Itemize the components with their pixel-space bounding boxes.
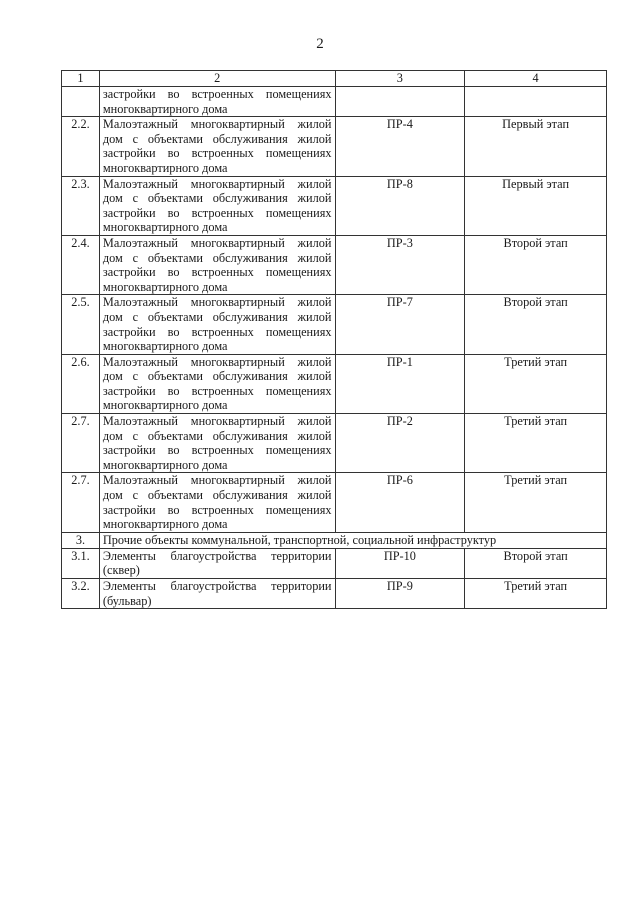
table-row bbox=[62, 473, 607, 532]
table-section-row bbox=[62, 532, 607, 548]
table-row bbox=[62, 579, 607, 609]
row-stage: Второй этап bbox=[465, 548, 607, 578]
row-code: ПР-9 bbox=[335, 579, 465, 609]
row-number: 2.7. bbox=[62, 473, 100, 532]
row-description: Малоэтажный многоквартирный жилой дом с объектами обслуживания жилой застройки во встроенных помещениях многоквартирного дома bbox=[99, 235, 335, 294]
row-description: Малоэтажный многоквартирный жилой дом с объектами обслуживания жилой застройки во встроенных помещениях многоквартирного дома bbox=[99, 473, 335, 532]
row-description: Элементы благоустройства территории (бульвар) bbox=[99, 579, 335, 609]
row-description: Элементы благоустройства территории (сквер) bbox=[99, 548, 335, 578]
row-code bbox=[335, 87, 465, 117]
page-number: 2 bbox=[316, 36, 324, 52]
row-number: 3.1. bbox=[62, 548, 100, 578]
row-stage: Третий этап bbox=[465, 354, 607, 413]
row-code: ПР-2 bbox=[335, 414, 465, 473]
row-description: застройки во встроенных помещениях многоквартирного дома bbox=[99, 87, 335, 117]
row-code: ПР-8 bbox=[335, 176, 465, 235]
row-code: ПР-1 bbox=[335, 354, 465, 413]
row-stage: Второй этап bbox=[465, 235, 607, 294]
row-stage bbox=[465, 87, 607, 117]
row-description: Малоэтажный многоквартирный жилой дом с объектами обслуживания жилой застройки во встроенных помещениях многоквартирного дома bbox=[99, 414, 335, 473]
objects-table bbox=[61, 70, 607, 609]
row-description: Малоэтажный многоквартирный жилой дом с объектами обслуживания жилой застройки во встроенных помещениях многоквартирного дома bbox=[99, 176, 335, 235]
table-row bbox=[62, 176, 607, 235]
section-title: Прочие объекты коммунальной, транспортной, социальной инфраструктур bbox=[99, 532, 606, 548]
row-code: ПР-7 bbox=[335, 295, 465, 354]
row-number: 2.3. bbox=[62, 176, 100, 235]
header-cell-2: 2 bbox=[99, 71, 335, 87]
row-number: 2.6. bbox=[62, 354, 100, 413]
table-row bbox=[62, 235, 607, 294]
row-number: 3.2. bbox=[62, 579, 100, 609]
row-code: ПР-6 bbox=[335, 473, 465, 532]
row-number: 2.2. bbox=[62, 117, 100, 176]
row-number bbox=[62, 87, 100, 117]
header-cell-4: 4 bbox=[465, 71, 607, 87]
row-description: Малоэтажный многоквартирный жилой дом с объектами обслуживания жилой застройки во встроенных помещениях многоквартирного дома bbox=[99, 117, 335, 176]
row-description: Малоэтажный многоквартирный жилой дом с объектами обслуживания жилой застройки во встроенных помещениях многоквартирного дома bbox=[99, 354, 335, 413]
table-row bbox=[62, 117, 607, 176]
row-code: ПР-10 bbox=[335, 548, 465, 578]
row-stage: Третий этап bbox=[465, 414, 607, 473]
row-code: ПР-3 bbox=[335, 235, 465, 294]
table-row bbox=[62, 354, 607, 413]
table-header-row bbox=[62, 71, 607, 87]
row-stage: Первый этап bbox=[465, 176, 607, 235]
row-number: 2.4. bbox=[62, 235, 100, 294]
table-row bbox=[62, 295, 607, 354]
table-row-continuation bbox=[62, 87, 607, 117]
row-stage: Третий этап bbox=[465, 579, 607, 609]
row-stage: Второй этап bbox=[465, 295, 607, 354]
row-description: Малоэтажный многоквартирный жилой дом с объектами обслуживания жилой застройки во встроенных помещениях многоквартирного дома bbox=[99, 295, 335, 354]
table-row bbox=[62, 548, 607, 578]
row-number: 2.5. bbox=[62, 295, 100, 354]
table-row bbox=[62, 414, 607, 473]
row-stage: Первый этап bbox=[465, 117, 607, 176]
row-number: 2.7. bbox=[62, 414, 100, 473]
row-code: ПР-4 bbox=[335, 117, 465, 176]
header-cell-3: 3 bbox=[335, 71, 465, 87]
row-stage: Третий этап bbox=[465, 473, 607, 532]
header-cell-1: 1 bbox=[62, 71, 100, 87]
section-number: 3. bbox=[62, 532, 100, 548]
